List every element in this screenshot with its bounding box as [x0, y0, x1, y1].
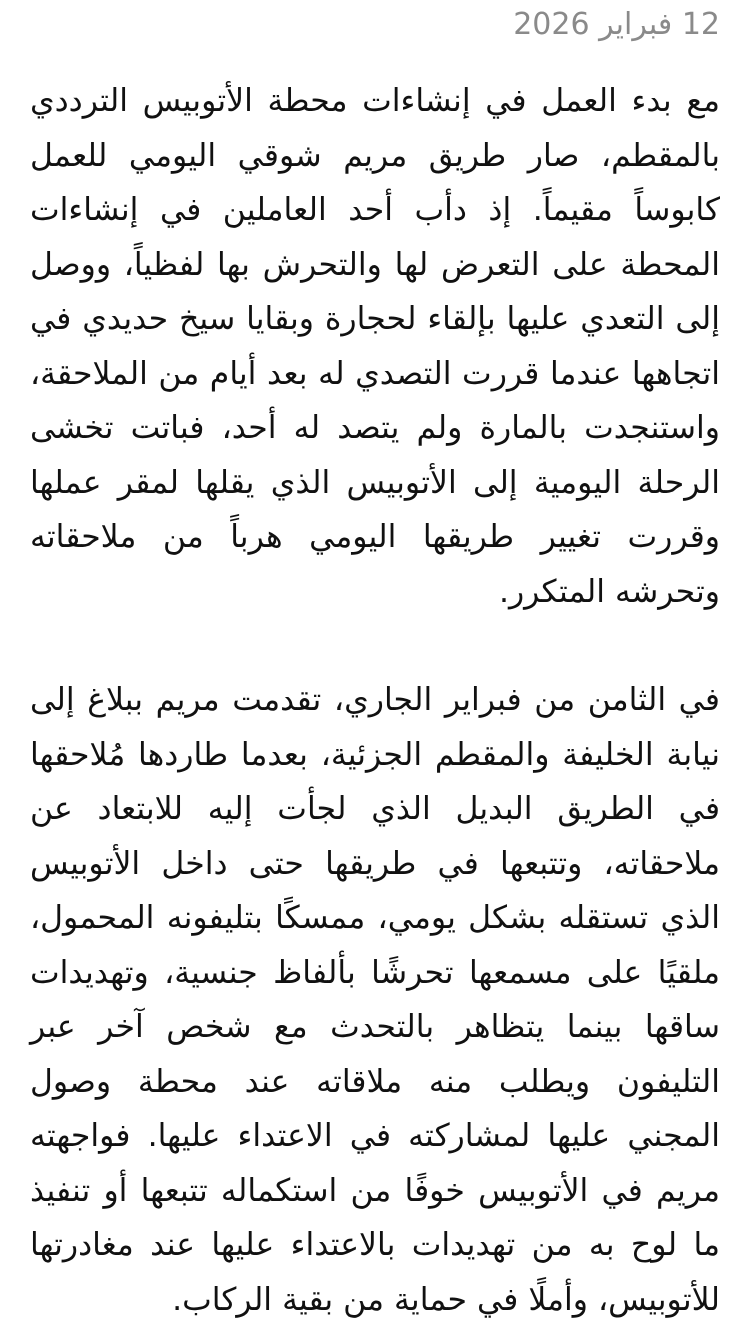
article-paragraph-1: مع بدء العمل في إنشاءات محطة الأتوبيس الترددي بالمقطم، صار طريق مريم شوقي اليومي للعمل كابوساً مقيماً. إذ دأب أحد العاملين في إنشاءات المحطة على التعرض لها والتحرش بها لفظياً، ووصل إلى التعدي عليها بإلقاء لحجارة وبقايا سيخ حديدي في اتجاهها عندما قررت التصدي له بعد أيام من الملاحقة، واستنجدت بالمارة ولم يتصد له أحد، فباتت تخشى الرحلة اليومية إلى الأتوبيس الذي يقلها لمقر عملها وقررت تغيير طريقها اليومي هرباً من ملاحقاته وتحرشه المتكرر. [30, 83, 720, 610]
article-paragraph-2: في الثامن من فبراير الجاري، تقدمت مريم ببلاغ إلى نيابة الخليفة والمقطم الجزئية، بعدما طاردها مُلاحقها في الطريق البديل الذي لجأت إليه للابتعاد عن ملاحقاته، وتتبعها في طريقها حتى داخل الأتوبيس الذي تستقله بشكل يومي، ممسكًا بتليفونه المحمول، ملقيًا على مسمعها تحرشًا بألفاظ جنسية، وتهديدات ساقها بينما يتظاهر بالتحدث مع شخص آخر عبر التليفون ويطلب منه ملاقاته عند محطة وصول المجني عليها لمشاركته في الاعتداء عليها. فواجهته مريم في الأتوبيس خوفًا من استكماله تتبعها أو تنفيذ ما لوح به من تهديدات بالاعتداء عليها عند مغادرتها للأتوبيس، وأملًا في حماية من بقية الركاب. [30, 682, 720, 1318]
article-date: 12 فبراير 2026 [513, 7, 720, 42]
